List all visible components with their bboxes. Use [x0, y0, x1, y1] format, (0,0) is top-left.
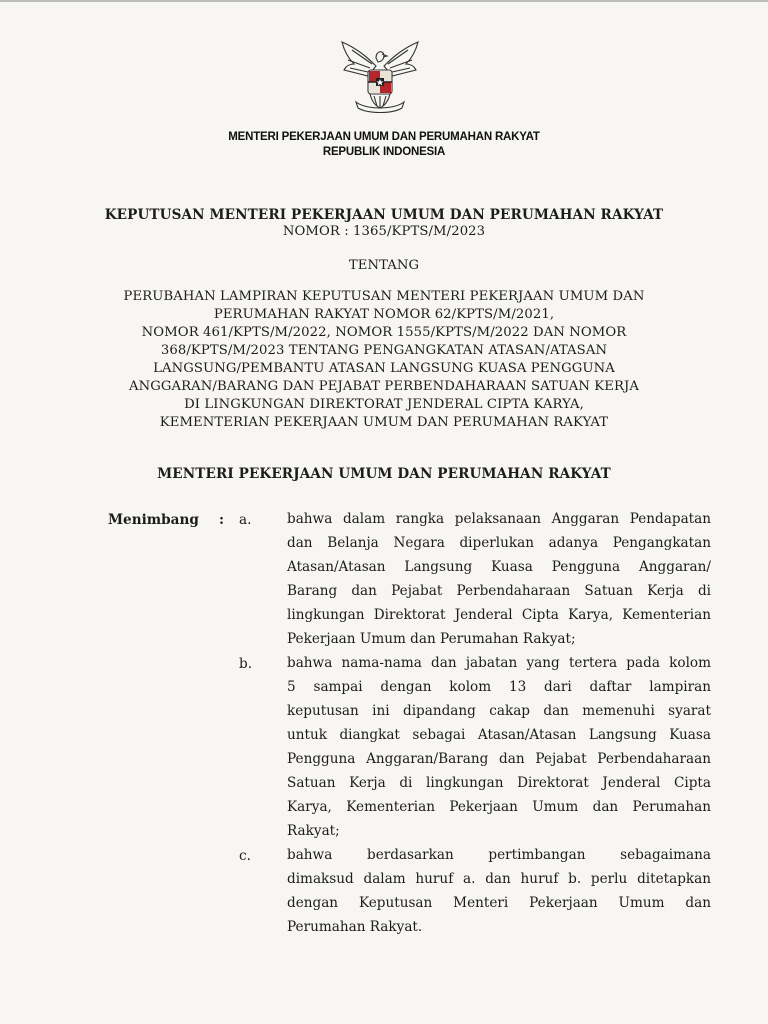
- considering-label: Menimbang: [108, 512, 199, 528]
- text-line: Rakyat;: [287, 823, 340, 839]
- item-letter: c.: [239, 848, 251, 864]
- item-letter: a.: [239, 512, 252, 528]
- text-line: bahwa nama-nama dan jabatan yang tertera pada kolom: [287, 655, 711, 671]
- subject-line: DI LINGKUNGAN DIREKTORAT JENDERAL CIPTA KARYA,: [184, 397, 584, 412]
- decision-title: KEPUTUSAN MENTERI PEKERJAAN UMUM DAN PERUMAHAN RAKYAT: [104, 207, 664, 223]
- ministry-name: MENTERI PEKERJAAN UMUM DAN PERUMAHAN RAKYAT: [228, 131, 540, 143]
- text-line: dimaksud dalam huruf a. dan huruf b. perlu ditetapkan: [287, 871, 711, 887]
- text-line: lingkungan Direktorat Jenderal Cipta Karya, Kementerian: [287, 607, 711, 623]
- subject-line: 368/KPTS/M/2023 TENTANG PENGANGKATAN ATASAN/ATASAN: [160, 343, 608, 358]
- text-line: keputusan ini dipandang cakap dan memenuhi syarat: [287, 703, 711, 719]
- about-label: TENTANG: [348, 258, 420, 273]
- garuda-pancasila-emblem-icon: [330, 36, 430, 120]
- subject-line: ANGGARAN/BARANG DAN PEJABAT PERBENDAHARAAN SATUAN KERJA: [128, 379, 640, 394]
- page-top-edge: [0, 0, 768, 2]
- text-line: Perumahan Rakyat.: [287, 919, 423, 935]
- minister-heading: MENTERI PEKERJAAN UMUM DAN PERUMAHAN RAKYAT: [157, 466, 611, 482]
- text-line: bahwa berdasarkan pertimbangan sebagaimana: [287, 847, 711, 863]
- text-line: Barang dan Pejabat Perbendaharaan Satuan Kerja di: [287, 583, 711, 599]
- item-letter: b.: [239, 656, 253, 672]
- considering-item-a: [287, 507, 711, 651]
- text-line: Pekerjaan Umum dan Perumahan Rakyat;: [287, 631, 576, 647]
- text-line: dengan Keputusan Menteri Pekerjaan Umum dan: [287, 895, 711, 911]
- text-line: untuk diangkat sebagai Atasan/Atasan Langsung Kuasa: [287, 727, 711, 743]
- text-line: 5 sampai dengan kolom 13 dari daftar lampiran: [287, 679, 711, 695]
- subject-line: PERUBAHAN LAMPIRAN KEPUTUSAN MENTERI PEKERJAAN UMUM DAN: [123, 289, 645, 304]
- subject-line: LANGSUNG/PEMBANTU ATASAN LANGSUNG KUASA PENGGUNA: [153, 361, 615, 376]
- subject-line: NOMOR 461/KPTS/M/2022, NOMOR 1555/KPTS/M/2022 DAN NOMOR: [141, 325, 627, 340]
- text-line: bahwa dalam rangka pelaksanaan Anggaran Pendapatan: [287, 511, 711, 527]
- decision-number: NOMOR : 1365/KPTS/M/2023: [282, 224, 486, 239]
- text-line: dan Belanja Negara diperlukan adanya Pengangkatan: [287, 535, 711, 551]
- text-line: Pengguna Anggaran/Barang dan Pejabat Perbendaharaan: [287, 751, 711, 767]
- considering-item-c: [287, 843, 711, 939]
- subject-line: PERUMAHAN RAKYAT NOMOR 62/KPTS/M/2021,: [213, 307, 555, 322]
- text-line: Karya, Kementerian Pekerjaan Umum dan Perumahan: [287, 799, 711, 815]
- subject-line: KEMENTERIAN PEKERJAAN UMUM DAN PERUMAHAN RAKYAT: [159, 415, 609, 430]
- considering-item-b: [287, 651, 711, 843]
- country-name: REPUBLIK INDONESIA: [322, 146, 446, 158]
- considering-colon: :: [219, 512, 225, 528]
- text-line: Satuan Kerja di lingkungan Direktorat Jenderal Cipta: [287, 775, 711, 791]
- text-line: Atasan/Atasan Langsung Kuasa Pengguna Anggaran/: [287, 559, 711, 575]
